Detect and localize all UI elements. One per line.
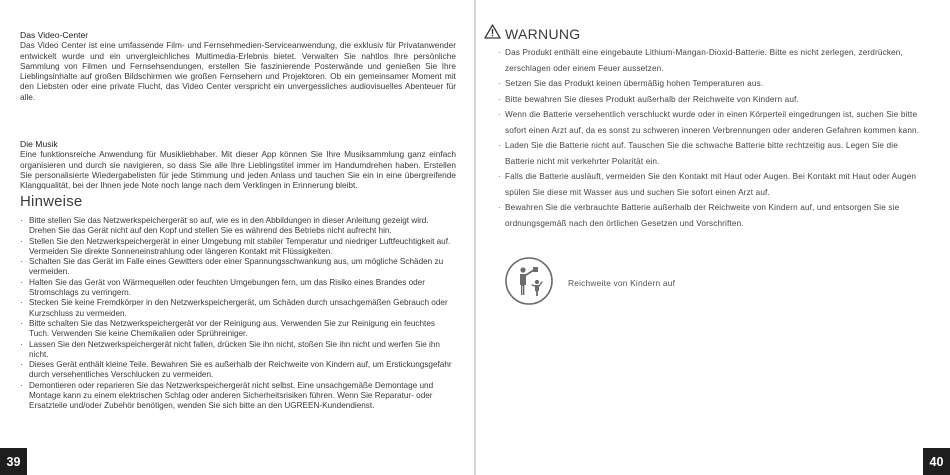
- list-item: · Laden Sie die Batterie nicht auf. Tauschen Sie die schwache Batterie bitte rechtzeitig aus. Legen Sie die Batterie nicht mit verkehrter Polarität ein.: [498, 138, 928, 169]
- warning-title: WARNUNG: [505, 26, 581, 42]
- hinweise-heading: Hinweise: [20, 193, 83, 210]
- hinweise-list: [20, 216, 452, 412]
- list-item: · Lassen Sie den Netzwerkspeichergerät nicht fallen, drücken Sie ihn nicht, stoßen Sie ihn nicht und werfen Sie ihn nicht.: [20, 340, 452, 361]
- list-item: · Schalten Sie das Gerät im Falle eines Gewitters oder einer Spannungsschwankung aus, um mögliche Schäden zu vermeiden.: [20, 257, 452, 278]
- warning-triangle-icon: [484, 24, 501, 44]
- list-item: · Demontieren oder reparieren Sie das Netzwerkspeichergerät nicht selbst. Eine unsachgemäße Demontage und Montage kann zu einem elektrischen Schlag oder anderen Sicherheitsrisiken führen. Wenn Sie Reparatur- oder Ersatzteile und/oder Zubehör benötigen, wenden Sie sich bitte an den UGREEN-Kundendienst.: [20, 381, 452, 412]
- left-page: [0, 0, 474, 475]
- list-item: · Setzen Sie das Produkt keinen übermäßig hohen Temperaturen aus.: [498, 76, 928, 92]
- keep-away-from-children-icon: [504, 256, 554, 311]
- list-item: · Bitte stellen Sie das Netzwerkspeichergerät so auf, wie es in den Abbildungen in dieser Anleitung gezeigt wird. Drehen Sie das Gerät nicht auf den Kopf und stellen Sie es während des Betriebs nicht aufrecht hin.: [20, 216, 452, 237]
- kids-warning-label: Reichweite von Kindern auf: [568, 278, 676, 288]
- list-item: · Wenn die Batterie versehentlich verschluckt wurde oder in einen Körperteil eingedrungen ist, suchen Sie bitte sofort einen Arzt auf, da es sonst zu schweren inneren Verbrennungen oder anderen Gefahren kommen kann.: [498, 107, 928, 138]
- video-center-section: [20, 30, 456, 102]
- music-title: Die Musik: [20, 139, 58, 149]
- video-center-body: Das Video Center ist eine umfassende Film- und Fernsehmedien-Serviceanwendung, die exklusiv für Privatanwender entwickelt wurde und ein unvergleichliches Multimedia-Erlebnis bietet. Verwalten Sie nahtlos Ihre persönliche Sammlung von Filmen und Fernsehsendungen, erstellen Sie faszinierende Posterwände und genießen Sie Ihre Lieblingsinhalte auf großen Bildschirmen wie großen Fernsehern und Projektoren. Ob ein gemeinsamer Moment mit den Liebsten oder eine private Flucht, das Video Center verspricht ein unvergessliches audiovisuelles Abenteuer für alle.: [20, 40, 456, 102]
- music-section: [20, 139, 456, 190]
- list-item: · Bitte schalten Sie das Netzwerkspeichergerät vor der Reinigung aus. Verwenden Sie zur Reinigung ein feuchtes Tuch. Verwenden Sie keine Chemikalien oder Sprühreiniger.: [20, 319, 452, 340]
- right-page: [476, 0, 950, 475]
- list-item: · Bewahren Sie die verbrauchte Batterie außerhalb der Reichweite von Kindern auf, und entsorgen Sie sie ordnungsgemäß nach den örtlichen Gesetzen und Vorschriften.: [498, 200, 928, 231]
- list-item: · Stellen Sie den Netzwerkspeichergerät in einer Umgebung mit stabiler Temperatur und niedriger Luftfeuchtigkeit auf. Vermeiden Sie direkte Sonneneinstrahlung oder längeren Kontakt mit Flüssigkeiten.: [20, 237, 452, 258]
- video-center-title: Das Video-Center: [20, 30, 89, 40]
- page-number-right: 40: [923, 448, 950, 475]
- list-item: · Falls die Batterie ausläuft, vermeiden Sie den Kontakt mit Haut oder Augen. Bei Kontakt mit Haut oder Augen spülen Sie diese mit Wasser aus und suchen Sie sofort einen Arzt auf.: [498, 169, 928, 200]
- list-item: · Das Produkt enthält eine eingebaute Lithium-Mangan-Dioxid-Batterie. Bitte es nicht zerlegen, zerdrücken, zerschlagen oder einem Feuer aussetzen.: [498, 45, 928, 76]
- list-item: · Stecken Sie keine Fremdkörper in den Netzwerkspeichergerät, um Schäden durch unsachgemäßen Gebrauch oder Kurzschluss zu vermeiden.: [20, 298, 452, 319]
- music-body: Eine funktionsreiche Anwendung für Musikliebhaber. Mit dieser App können Sie Ihre Musiksammlung ganz einfach organisieren und durch sie navigieren, so dass Sie alle Ihre Lieblingstitel immer im Handumdrehen haben. Erstellen Sie personalisierte Wiedergabelisten für jede Stimmung und jeden Anlass und tauchen Sie ein in eine übergreifende Klangqualität, bei der Ihnen jede Note noch lange nach dem Verklingen in Erinnerung bleibt.: [20, 149, 456, 191]
- warning-header: [484, 24, 580, 44]
- list-item: · Dieses Gerät enthält kleine Teile. Bewahren Sie es außerhalb der Reichweite von Kindern auf, um Erstickungsgefahr durch versehentliches Verschlucken zu vermeiden.: [20, 360, 452, 381]
- warning-list: [498, 45, 928, 231]
- page-number-left: 39: [0, 448, 27, 475]
- list-item: · Bitte bewahren Sie dieses Produkt außerhalb der Reichweite von Kindern auf.: [498, 92, 928, 108]
- list-item: · Halten Sie das Gerät von Wärmequellen oder feuchten Umgebungen fern, um das Risiko eines Brandes oder Stromschlags zu verringern.: [20, 278, 452, 299]
